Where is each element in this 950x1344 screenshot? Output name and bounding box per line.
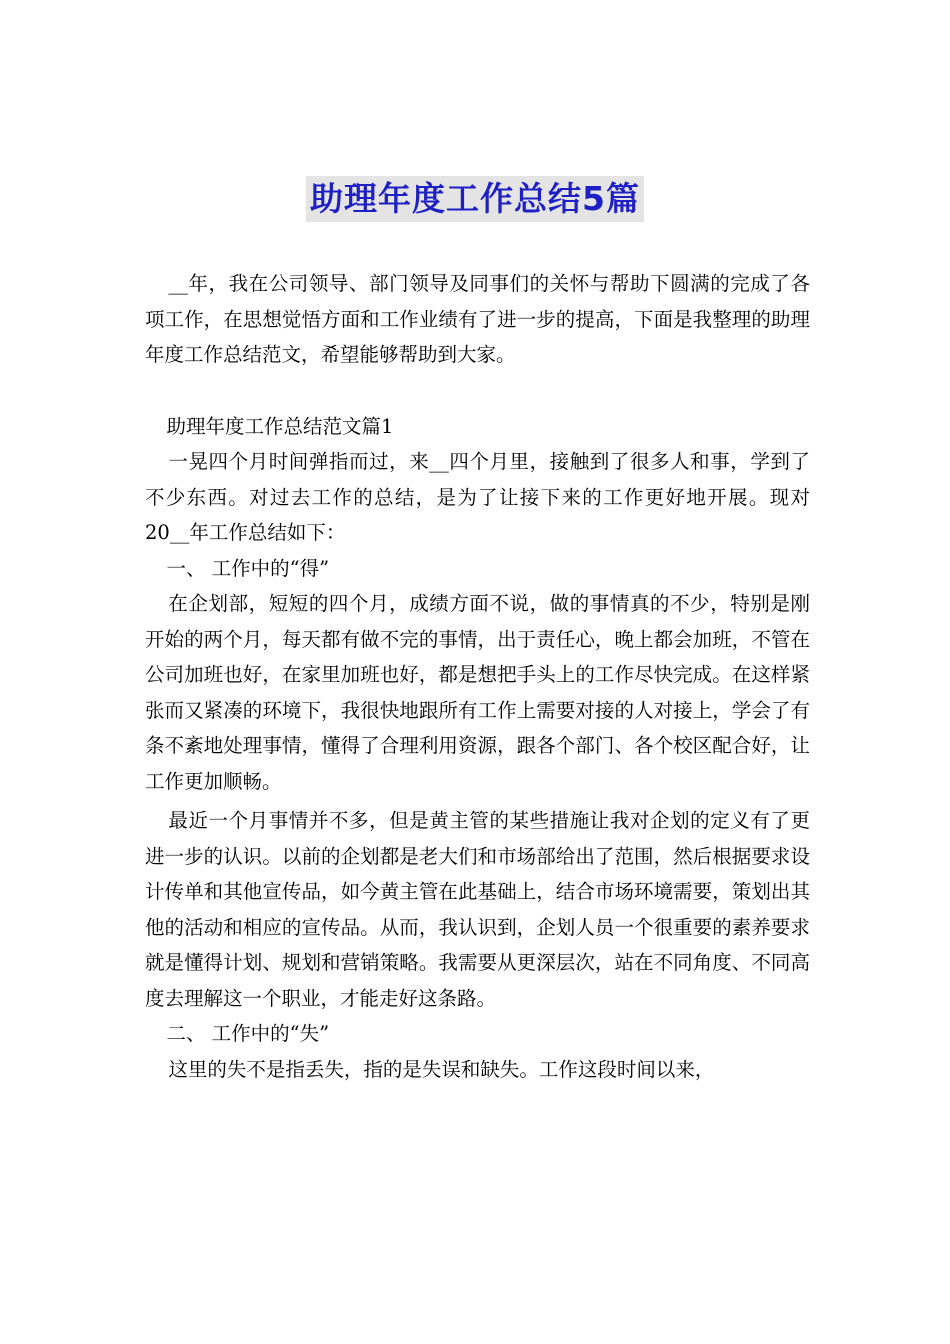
paragraph-4: 这里的失不是指丢失，指的是失误和缺失。工作这段时间以来， — [168, 1057, 715, 1081]
document-body — [145, 266, 810, 1087]
heading-gain: 一、 工作中的“得” — [166, 556, 330, 580]
intro-paragraph: __年，我在公司领导、部门领导及同事们的关怀与帮助下圆满的完成了各项工作，在思想觉悟方面和工作业绩有了进一步的提高，下面是我整理的助理年度工作总结范文，希望能够帮助到大家。 — [145, 272, 810, 366]
title-wrap — [0, 176, 950, 222]
paragraph-3: 最近一个月事情并不多，但是黄主管的某些措施让我对企划的定义有了更进一步的认识。以前的企划都是老大们和市场部给出了范围，然后根据要求设计传单和其他宣传品，如今黄主管在此基础上，结合市场环境需要，策划出其他的活动和相应的宣传品。从而，我认识到，企划人员一个很重要的素养要求就是懂得计划、规划和营销策略。我需要从更深层次，站在不同角度、不同高度去理解这一个职业，才能走好这条路。 — [145, 809, 810, 1010]
section-title: 助理年度工作总结范文篇1 — [166, 414, 394, 438]
spacer — [145, 373, 810, 409]
paragraph-1: 一晃四个月时间弹指而过，来__四个月里，接触到了很多人和事，学到了不少东西。对过去工作的总结，是为了让接下来的工作更好地开展。现对20__年工作总结如下： — [145, 450, 810, 544]
heading-loss: 二、 工作中的“失” — [166, 1022, 330, 1045]
document-title: 助理年度工作总结5篇 — [306, 176, 644, 222]
paragraph-2: 在企划部，短短的四个月，成绩方面不说，做的事情真的不少，特别是刚开始的两个月，每天都有做不完的事情，出于责任心，晚上都会加班，不管在公司加班也好，在家里加班也好，都是想把手头上的工作尽快完成。在这样紧张而又紧凑的环境下，我很快地跟所有工作上需要对接的人对接上，学会了有条不紊地处理事情，懂得了合理利用资源，跟各个部门、各个校区配合好，让工作更加顺畅。 — [145, 592, 810, 793]
